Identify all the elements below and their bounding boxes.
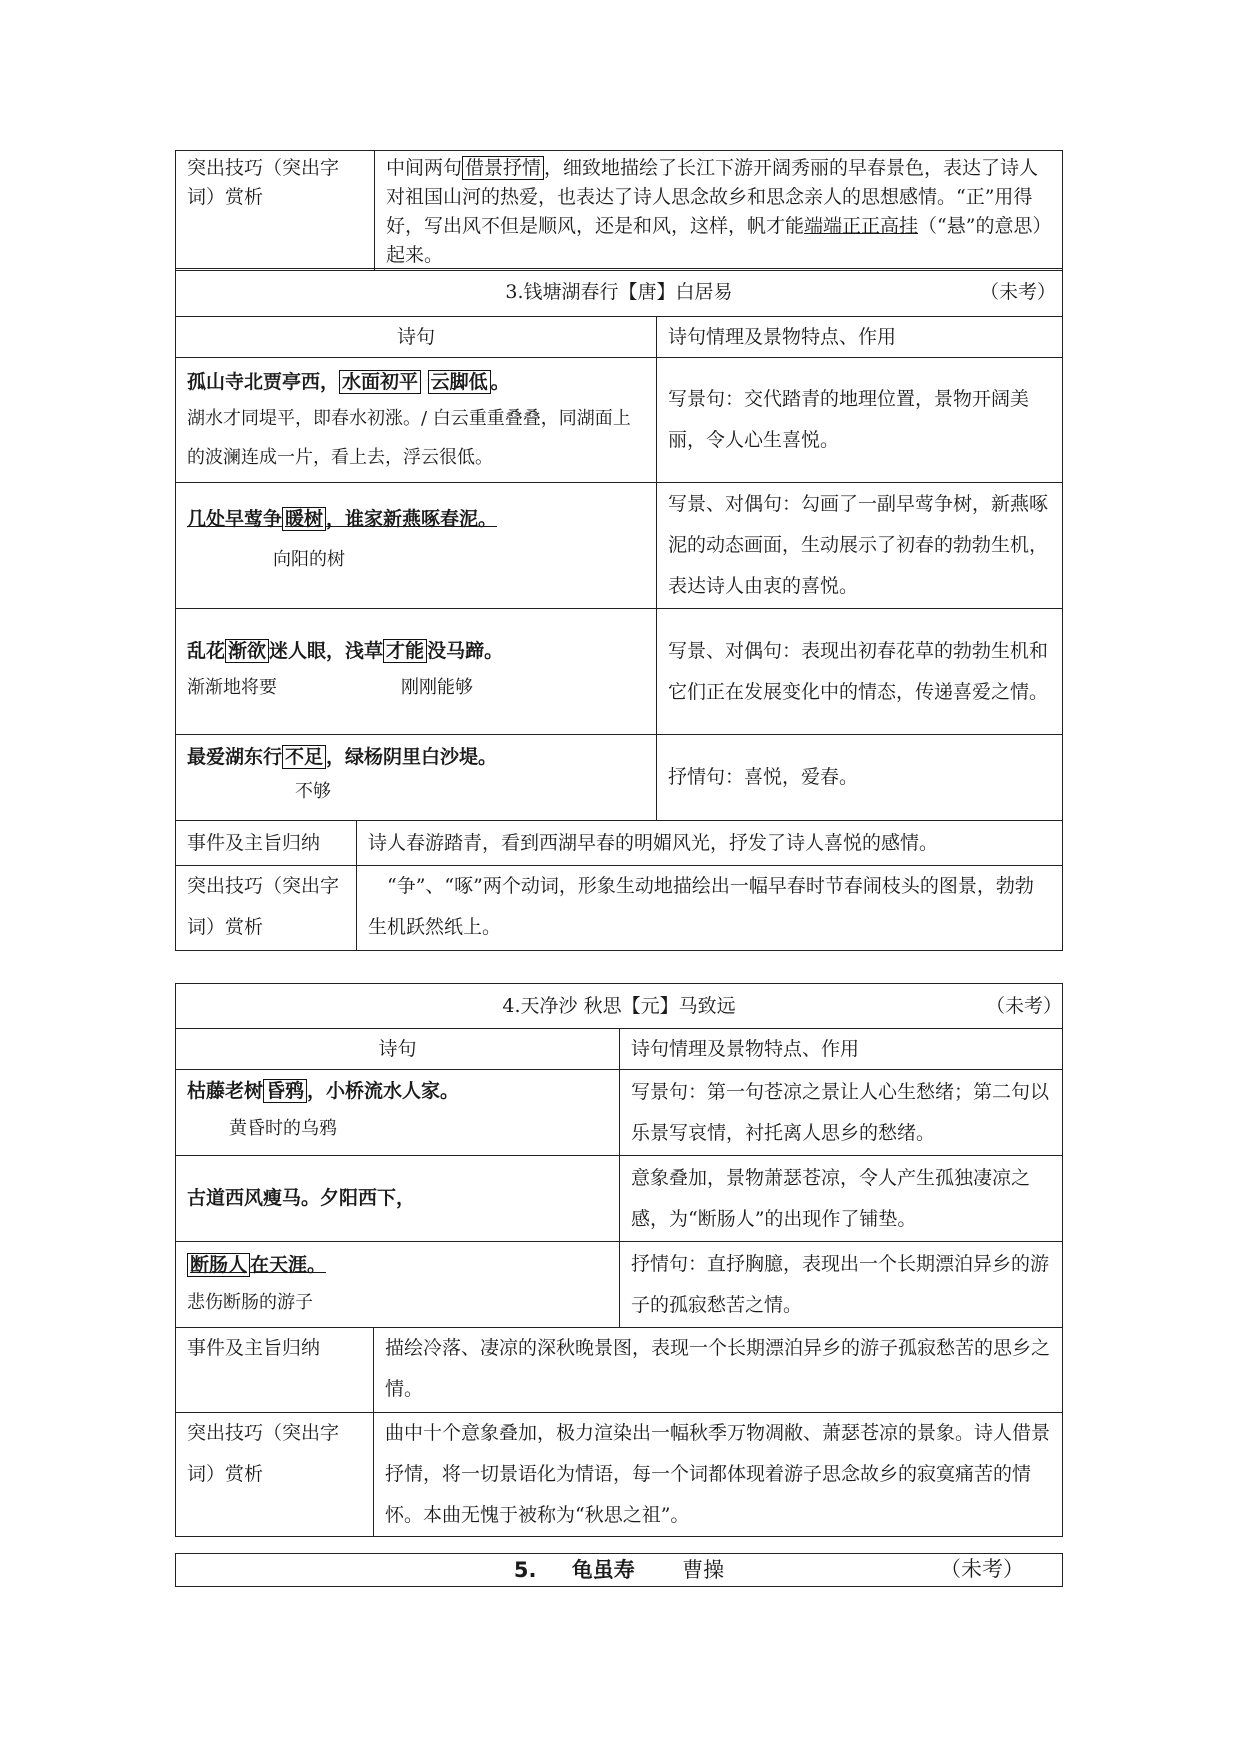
- poem3-col-analysis: 诗句情理及景物特点、作用: [657, 317, 1063, 358]
- poem-text: 迷人眼，浅草: [269, 640, 384, 662]
- boxed-term: 借景抒情: [462, 156, 544, 180]
- poem4-tech: 曲中十个意象叠加，极力渲染出一幅秋季万物凋敝、萧瑟苍凉的景象。诗人借景抒情，将一切景语化为情语，每一个词都体现着游子思念故乡的寂寞痛苦的情怀。本曲无愧于被称为“秋思之祖”。: [374, 1413, 1063, 1537]
- gloss: 黄昏时的乌鸦: [229, 1118, 337, 1139]
- gloss: 向阳的树: [273, 549, 345, 570]
- technique-text-1: 中间两句: [386, 157, 463, 179]
- poem4-line-3: [176, 1242, 620, 1328]
- boxed-word: 水面初平: [339, 370, 421, 394]
- poem-text: 枯藤老树: [187, 1080, 264, 1102]
- poem3-line-3: [176, 609, 657, 735]
- boxed-word: 暖树: [282, 507, 326, 531]
- poem3-theme-label: 事件及主旨归纳: [176, 821, 357, 866]
- poem4-col-analysis: 诗句情理及景物特点、作用: [620, 1029, 1063, 1070]
- boxed-word: 渐欲: [225, 639, 269, 663]
- poem3-tech: “争”、“啄”两个动词，形象生动地描绘出一幅早春时节春闹枝头的图景，勃勃生机跃然纸上。: [357, 866, 1063, 951]
- poem4-col-poem: 诗句: [176, 1029, 620, 1070]
- poem3-tech-label: 突出技巧（突出字词）赏析: [176, 866, 357, 951]
- poem4-title: 4.天净沙 秋思【元】马致远: [502, 994, 736, 1017]
- poem3-theme: 诗人春游踏青，看到西湖早春的明媚风光，抒发了诗人喜悦的感情。: [357, 821, 1063, 866]
- gloss: 不够: [295, 781, 331, 802]
- poem4-analysis-1: 写景句：第一句苍凉之景让人心生愁绪；第二句以乐景写哀情，衬托离人思乡的愁绪。: [620, 1070, 1063, 1156]
- technique-text-3: （“悬”的意思）起来。: [386, 215, 1042, 266]
- poem-text: 乱花: [187, 640, 226, 662]
- poem-text: 最爱湖东行: [187, 746, 283, 768]
- boxed-word: 昏鸦: [263, 1079, 307, 1103]
- poem4-header: [176, 984, 1063, 1029]
- boxed-word: 才能: [383, 639, 427, 663]
- continuation-table: [175, 150, 1063, 271]
- gloss: 悲伤断肠的游子: [187, 1292, 313, 1313]
- technique-text-2: ，细致地描绘了长江下游开阔秀丽的早春景色，表达了诗人对祖国山河的热爱，也表达了诗人思念故乡和思念亲人的思想感情。“正”用得好，写出风不但是顺风，还是和风，这样，帆才能: [386, 157, 1039, 237]
- poem4-theme: 描绘冷落、凄凉的深秋晚景图，表现一个长期漂泊异乡的游子孤寂愁苦的思乡之情。: [374, 1328, 1063, 1413]
- poem-text: 没马蹄。: [427, 640, 504, 662]
- gloss: 湖水才同堤平，即春水初涨。/ 白云重重叠叠，同湖面上的波澜连成一片，看上去，浮云很低。: [187, 408, 631, 468]
- poem3-line-4: [176, 735, 657, 821]
- poem3-col-poem: 诗句: [176, 317, 657, 358]
- poem4-line-2: [176, 1156, 620, 1242]
- boxed-word: 云脚低: [428, 370, 491, 394]
- poem5-header: [176, 1554, 1063, 1587]
- poem3-table: [175, 268, 1063, 951]
- poem3-header: [176, 269, 1063, 317]
- poem4-analysis-3: 抒情句：直抒胸臆，表现出一个长期漂泊异乡的游子的孤寂愁苦之情。: [620, 1242, 1063, 1328]
- poem3-analysis-2: 写景、对偶句：勾画了一副早莺争树，新燕啄泥的动态画面，生动展示了初春的勃勃生机，表达诗人由衷的喜悦。: [657, 483, 1063, 609]
- poem3-analysis-3: 写景、对偶句：表现出初春花草的勃勃生机和它们正在发展变化中的情态，传递喜爱之情。: [657, 609, 1063, 735]
- technique-text: [375, 151, 1063, 271]
- poem4-theme-label: 事件及主旨归纳: [176, 1328, 374, 1413]
- poem-text: ，小桥流水人家。: [307, 1080, 460, 1102]
- poem-text: ，绿杨阴里白沙堤。: [326, 746, 498, 768]
- boxed-word: 断肠人: [187, 1253, 250, 1277]
- poem4-tech-label: 突出技巧（突出字词）赏析: [176, 1413, 374, 1537]
- poem3-status: （未考）: [979, 281, 1056, 303]
- poem5-table: [175, 1553, 1063, 1587]
- poem-text: ，谁家新燕啄春泥。: [326, 508, 498, 530]
- poem-text: 在天涯。: [250, 1254, 327, 1276]
- poem3-analysis-1: 写景句：交代踏青的地理位置，景物开阔美丽，令人心生喜悦。: [657, 358, 1063, 483]
- poem-text: 古道西风瘦马。夕阳西下，: [187, 1187, 416, 1209]
- poem5-number: 5.: [513, 1557, 537, 1582]
- poem-text: 孤山寺北贾亭西，: [187, 371, 340, 393]
- poem5-status: （未考）: [940, 1557, 1024, 1581]
- poem3-title: 3.钱塘湖春行【唐】白居易: [505, 281, 733, 303]
- poem-text: 。: [490, 371, 510, 393]
- gloss: 刚刚能够: [401, 677, 473, 698]
- poem4-table: [175, 983, 1063, 1537]
- poem3-line-2: [176, 483, 657, 609]
- poem3-analysis-4: 抒情句：喜悦，爱春。: [657, 735, 1063, 821]
- poem3-line-1: [176, 358, 657, 483]
- boxed-word: 不足: [282, 745, 326, 769]
- technique-label: 突出技巧（突出字词）赏析: [176, 151, 375, 271]
- gloss: 渐渐地将要: [187, 677, 277, 698]
- poem4-analysis-2: 意象叠加，景物萧瑟苍凉，令人产生孤独凄凉之感，为“断肠人”的出现作了铺垫。: [620, 1156, 1063, 1242]
- poem4-line-1: [176, 1070, 620, 1156]
- poem5-author: 曹操: [682, 1557, 725, 1582]
- poem5-title: 龟虽寿: [571, 1557, 635, 1582]
- poem-text: 几处早莺争: [187, 508, 283, 530]
- underlined-phrase: 端端正正高挂: [804, 215, 919, 237]
- poem4-status: （未考）: [985, 995, 1062, 1017]
